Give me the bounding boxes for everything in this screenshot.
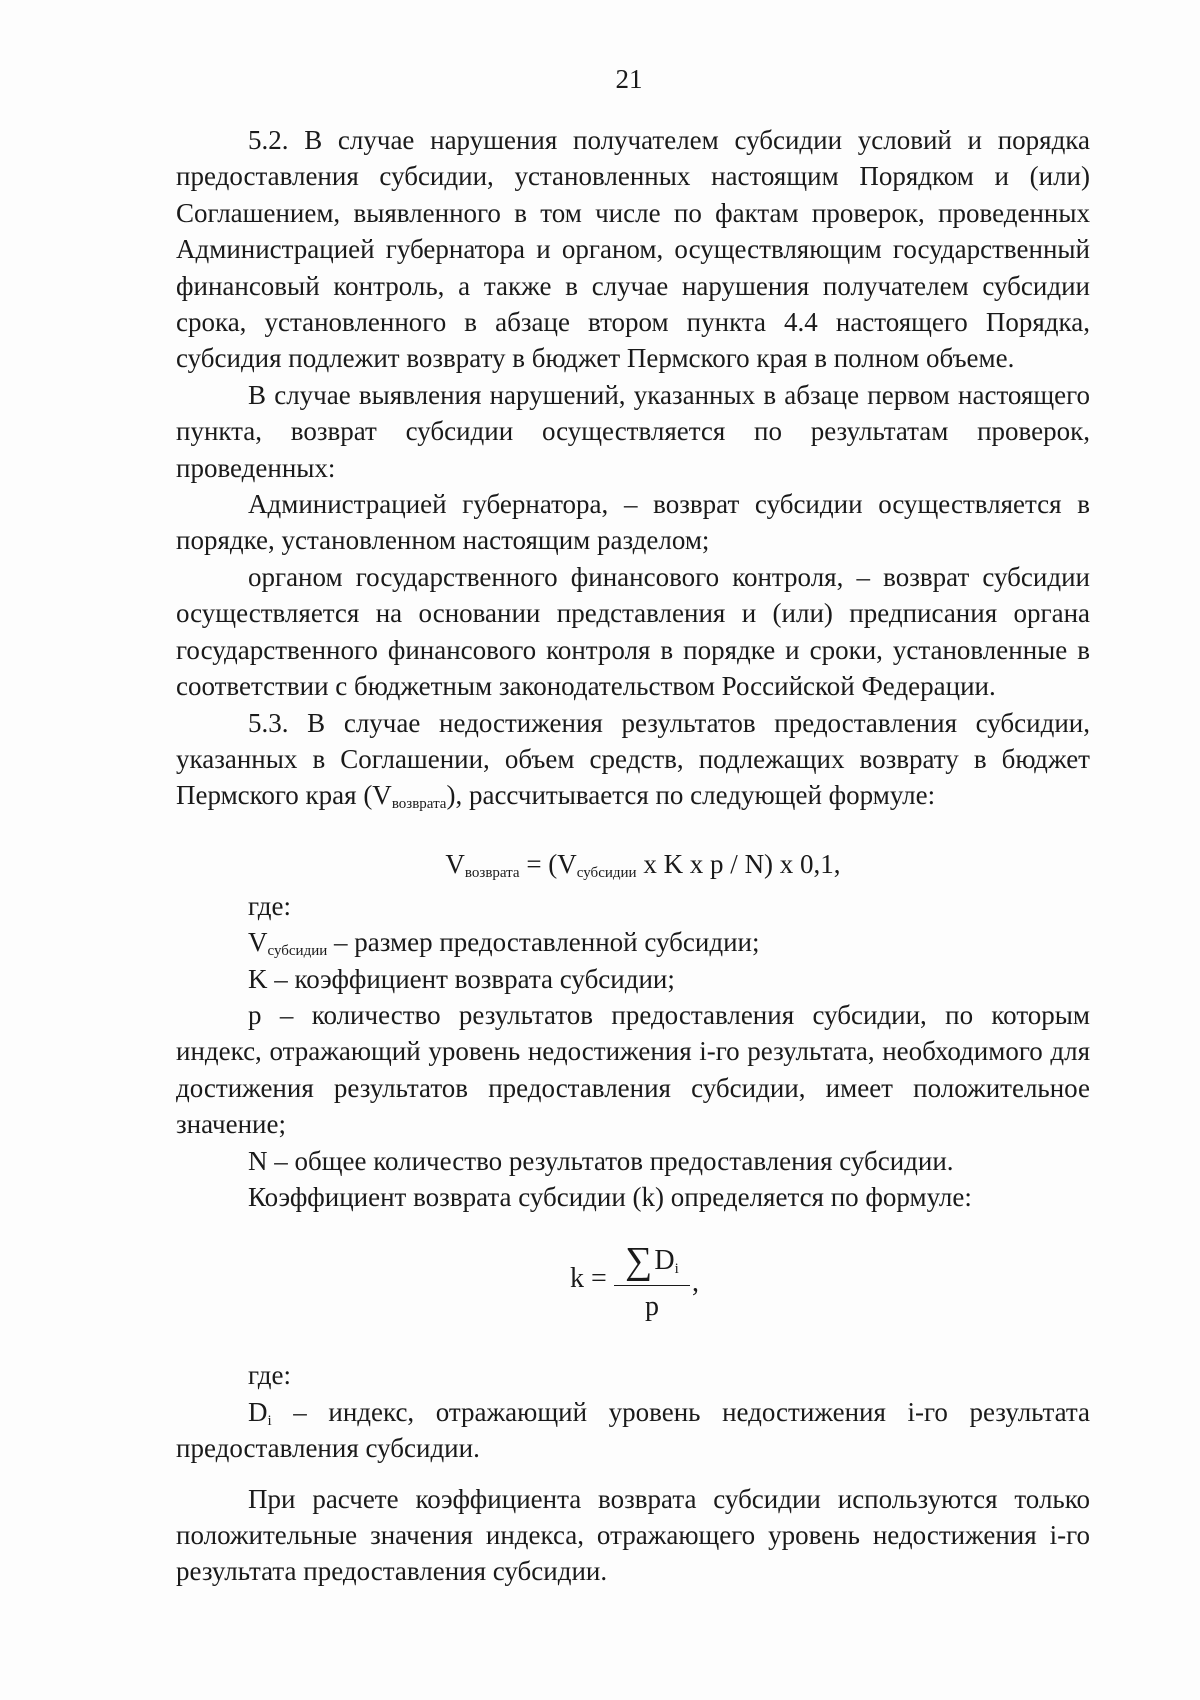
formula-eq-open: = (V [519,848,577,879]
where-label-2: где: [248,1360,291,1391]
definition-n: N – общее количество результатов предоставления субсидии. [248,1145,954,1176]
definition-v-symbol: V [248,927,268,958]
sum-sigma: ∑ [625,1240,653,1283]
definition-di [176,1394,1090,1467]
fraction [614,1239,690,1324]
paragraph-administration: Администрацией губернатора, – возврат субсидии осуществляется в порядке, установленном настоящим разделом; [176,489,1090,556]
definition-di-symbol: D [248,1396,268,1427]
coefficient-intro: Коэффициент возврата субсидии (k) определяется по формуле: [248,1181,972,1212]
numerator-d-sub: i [674,1261,679,1278]
fraction-denominator: p [645,1291,659,1323]
final-paragraph: При расчете коэффициента возврата субсидии используются только положительные значения индекса, отражающего уровень недостижения i-го результата предоставления субсидии. [176,1483,1090,1587]
formula-sub-subsidy: субсидии [576,864,637,881]
paragraph-5-2: 5.2. В случае нарушения получателем субсидии условий и порядка предоставления субсидии, установленных настоящим Порядком и (или) Соглашением, выявленного в том числе по фактам проверок, проведенных Администрацией губернатора и органом, осуществляющим государственный финансовый контроль, а также в случае нарушения получателем субсидии срока, установленного в абзаце втором пункта 4.4 настоящего Порядка, субсидия подлежит возврату в бюджет Пермского края в полном объеме. [176,125,1090,374]
fraction-numerator [614,1239,690,1283]
formula-coefficient [176,1239,1090,1349]
numerator-d: D [654,1245,675,1277]
definition-k: K – коэффициент возврата субсидии; [248,963,675,994]
definition-v-text: – размер предоставленной субсидии; [327,927,760,958]
page-number: 21 [615,64,643,94]
definition-v-subsidy [176,924,1090,960]
definition-v-sub: субсидии [267,943,328,960]
formula-return-volume [176,846,1090,882]
paragraph-5-3-tail: ), рассчитывается по следующей формуле: [446,780,936,811]
formula-v: V [445,848,465,879]
paragraph-control-body: органом государственного финансового контроля, – возврат субсидии осуществляется на основании представления и (или) предписания органа государственного финансового контроля в порядке и сроки, установленные в соответствии с бюджетным законодательством Российской Федерации. [176,561,1090,702]
definition-di-text: – индекс, отражающий уровень недостижения i-го результата предоставления субсидии. [176,1396,1090,1464]
subscript-return: возврата [391,796,447,813]
definition-p: p – количество результатов предоставления субсидии, по которым индекс, отражающий уровень недостижения i-го результата, необходимого для достижения результатов предоставления субсидии, имеет положительное значение; [176,999,1090,1140]
formula-comma: , [692,1267,699,1299]
formula-sub-return: возврата [464,864,520,881]
formula-rest: x K x p / N) x 0,1, [636,848,841,879]
paragraph-violations: В случае выявления нарушений, указанных в абзаце первом настоящего пункта, возврат субсидии осуществляется по результатам проверок, проведенных: [176,379,1090,483]
fraction-bar [614,1285,690,1286]
paragraph-5-3-text: 5.3. В случае недостижения результатов предоставления субсидии, указанных в Соглашении, объем средств, подлежащих возврату в бюджет Пермского края (V [176,707,1090,811]
paragraph-5-3 [176,705,1090,814]
definition-di-sub: i [267,1412,272,1429]
document-body [176,122,1090,1590]
formula-k-lhs: k = [570,1263,607,1295]
where-label: где: [248,890,291,921]
